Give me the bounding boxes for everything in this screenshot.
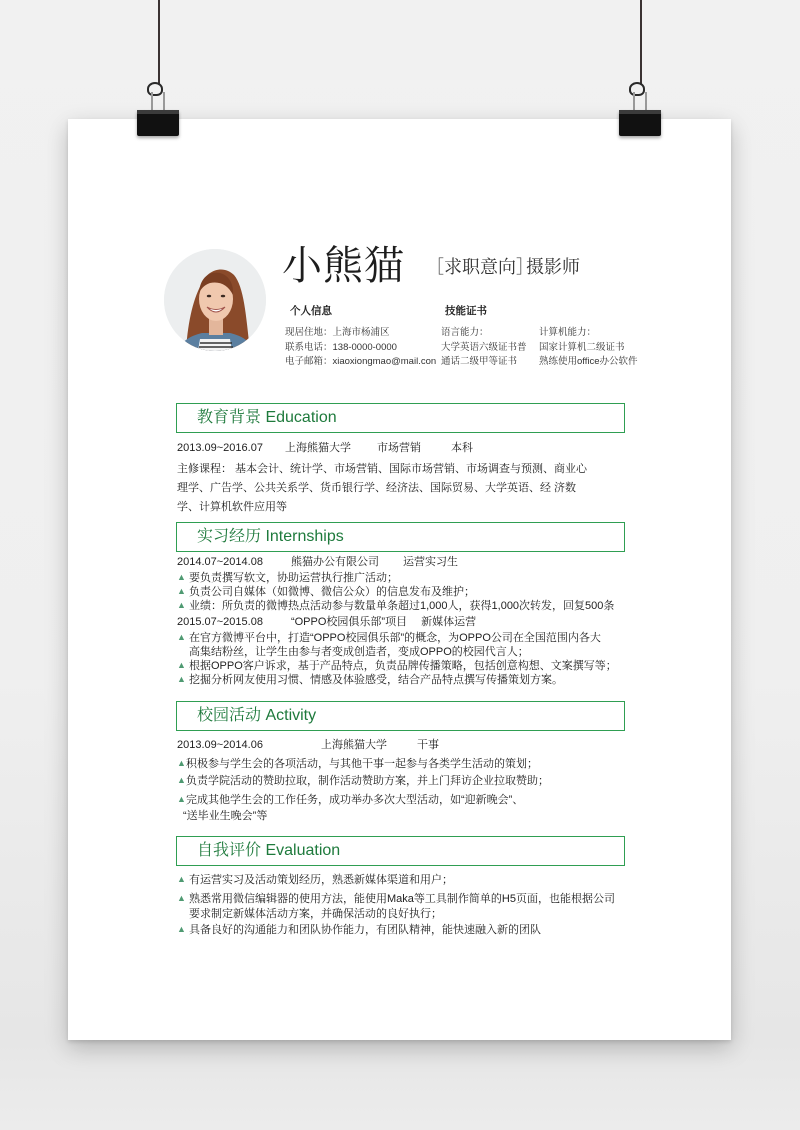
computer-skill-item: 熟练使用office办公软件 bbox=[539, 356, 638, 367]
education-title: 教育背景 Education bbox=[197, 409, 337, 426]
internships-section-header bbox=[176, 522, 625, 552]
triangle-bullet-icon: ▲ bbox=[177, 632, 186, 642]
hanging-string-right bbox=[640, 0, 642, 84]
triangle-bullet-icon: ▲ bbox=[177, 775, 186, 785]
internship-period: 2015.07~2015.08 bbox=[177, 616, 263, 628]
person-portrait-icon bbox=[164, 249, 266, 351]
language-skill-item: 大学英语六级证书普 bbox=[441, 341, 527, 353]
education-major: 市场营销 bbox=[376, 442, 421, 454]
activity-bullet: ▲完成其他学生会的工作任务，成功举办多次大型活动，如“迎新晚会”、 “送毕业生晚会”等 bbox=[177, 791, 523, 824]
personal-info-heading: 个人信息 bbox=[290, 305, 332, 317]
computer-skills-label: 计算机能力： bbox=[539, 327, 597, 338]
language-skills-list bbox=[441, 326, 527, 370]
phone-line: 联系电话：138-0000-0000 bbox=[285, 341, 397, 353]
activity-entry bbox=[177, 738, 439, 753]
evaluation-bullet: ▲ 熟悉常用微信编辑器的使用方法，能使用Maka等工具制作简单的H5页面，也能根据公司 要求制定新媒体活动方案，并确保活动的良好执行； bbox=[177, 893, 615, 920]
personal-info-list bbox=[285, 326, 436, 370]
internship-entry bbox=[177, 615, 476, 630]
internship-period: 2014.07~2014.08 bbox=[177, 556, 263, 568]
education-section-header bbox=[176, 403, 625, 433]
internship-bullet: ▲ 在官方微博平台中，打造“OPPO校园俱乐部”的概念，为OPPO公司在全国范围内各大 高集结粉丝，让学生由参与者变成创造者，变成OPPO的校园代言人； bbox=[177, 632, 601, 658]
activity-bullet: ▲负责学院活动的赞助拉取，制作活动赞助方案，并上门拜访企业拉取赞助； bbox=[177, 775, 549, 787]
triangle-bullet-icon: ▲ bbox=[177, 586, 186, 596]
activity-bullet: ▲积极参与学生会的各项活动，与其他干事一起参与各类学生活动的策划； bbox=[177, 758, 538, 770]
triangle-bullet-icon: ▲ bbox=[177, 600, 186, 610]
binder-clip-handle-right bbox=[629, 82, 645, 96]
job-intent-value: 摄影师 bbox=[526, 257, 580, 277]
internships-title: 实习经历 Internships bbox=[197, 528, 344, 545]
internship-role: 新媒体运营 bbox=[421, 616, 477, 628]
candidate-name: 小熊猫 bbox=[282, 244, 405, 288]
skills-heading: 技能证书 bbox=[445, 305, 487, 317]
activity-section-header bbox=[176, 701, 625, 731]
activity-role: 干事 bbox=[416, 739, 439, 751]
triangle-bullet-icon: ▲ bbox=[177, 674, 186, 684]
activity-org: 上海熊猫大学 bbox=[320, 739, 387, 751]
language-skill-item: 通话二级甲等证书 bbox=[441, 356, 518, 367]
triangle-bullet-icon: ▲ bbox=[177, 924, 186, 934]
activity-title: 校园活动 Activity bbox=[197, 707, 317, 724]
computer-skill-item: 国家计算机二级证书 bbox=[539, 341, 625, 353]
internship-bullet: ▲ 挖掘分析网友使用习惯、情感及体验感受，结合产品特点撰写传播策划方案。 bbox=[177, 674, 563, 686]
activity-period: 2013.09~2014.06 bbox=[177, 739, 263, 751]
evaluation-bullet: ▲ 具备良好的沟通能力和团队协作能力，有团队精神，能快速融入新的团队 bbox=[177, 924, 541, 936]
education-entry bbox=[177, 441, 473, 456]
triangle-bullet-icon: ▲ bbox=[177, 893, 186, 903]
education-period: 2013.09~2016.07 bbox=[177, 442, 263, 454]
internship-org: 熊猫办公有限公司 bbox=[290, 556, 379, 568]
job-intent-label: ［求职意向］ bbox=[426, 257, 534, 277]
triangle-bullet-icon: ▲ bbox=[177, 660, 186, 670]
internship-bullet: ▲ 业绩：所负责的微博热点活动参与数量单条超过1,000人，获得1,000次转发，回复500条 bbox=[177, 600, 615, 612]
education-courses: 主修课程： 基本会计、统计学、市场营销、国际市场营销、市场调查与预测、商业心理学、广告学、公共关系学、货币银行学、经济法、国际贸易、大学英语、经 济数学、计算机软件应用等 bbox=[177, 463, 588, 513]
binder-clip-handle-left bbox=[147, 82, 163, 96]
triangle-bullet-icon: ▲ bbox=[177, 874, 186, 884]
evaluation-title: 自我评价 Evaluation bbox=[197, 842, 341, 859]
internship-bullet: ▲ 要负责撰写软文，协助运营执行推广活动； bbox=[177, 572, 398, 584]
internship-bullet: ▲ 负责公司自媒体（如微博、微信公众）的信息发布及维护； bbox=[177, 586, 475, 598]
internship-role: 运营实习生 bbox=[402, 556, 458, 568]
binder-clip-left bbox=[137, 110, 179, 136]
internship-org: “OPPO校园俱乐部”项目 bbox=[290, 616, 408, 628]
triangle-bullet-icon: ▲ bbox=[177, 758, 186, 768]
triangle-bullet-icon: ▲ bbox=[177, 794, 186, 804]
language-skills-label: 语言能力： bbox=[441, 327, 489, 338]
internship-entry bbox=[177, 555, 458, 570]
internship-bullet: ▲ 根据OPPO客户诉求，基于产品特点，负责品牌传播策略，包括创意构想、文案撰写等； bbox=[177, 660, 617, 672]
evaluation-section-header bbox=[176, 836, 625, 866]
hanging-string-left bbox=[158, 0, 160, 84]
education-school: 上海熊猫大学 bbox=[284, 442, 351, 454]
profile-photo bbox=[164, 249, 266, 351]
triangle-bullet-icon: ▲ bbox=[177, 572, 186, 582]
email-line: 电子邮箱：xiaoxiongmao@mail.con bbox=[285, 356, 437, 367]
binder-clip-right bbox=[619, 110, 661, 136]
address-line: 现居住地：上海市杨浦区 bbox=[285, 327, 390, 338]
evaluation-bullet: ▲ 有运营实习及活动策划经历，熟悉新媒体渠道和用户； bbox=[177, 874, 453, 886]
education-degree: 本科 bbox=[450, 442, 473, 454]
computer-skills-list bbox=[539, 326, 638, 370]
